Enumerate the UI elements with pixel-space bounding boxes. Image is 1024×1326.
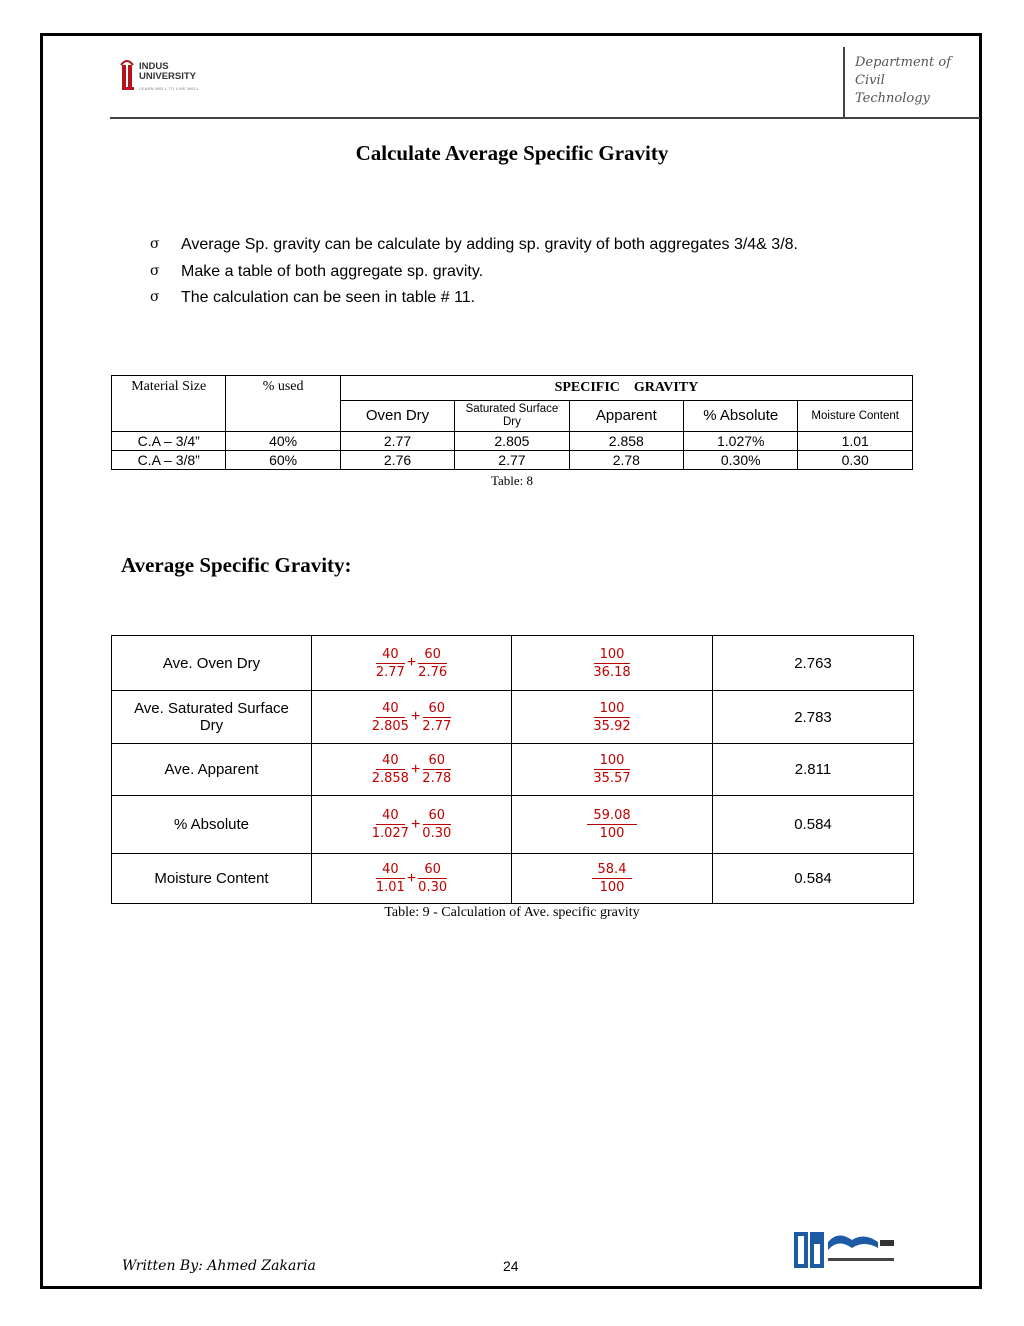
page-number: 24 (503, 1258, 519, 1274)
header-divider-vertical (843, 47, 845, 119)
result-cell: 2.811 (713, 744, 914, 796)
table-cell: 40% (226, 432, 340, 451)
plus-sign: + (406, 869, 417, 887)
ratio-cell (512, 691, 713, 744)
header-absolute: % Absolute (684, 401, 798, 432)
table-cell: 1.01 (798, 432, 913, 451)
formula-cell (312, 636, 512, 691)
table-row (112, 854, 914, 904)
average-gravity-table (111, 635, 914, 904)
bullet-icon: σ (150, 236, 160, 252)
header-material-size: Material Size (112, 376, 226, 432)
row-label: Moisture Content (112, 854, 312, 904)
bullet-list (150, 236, 798, 316)
plus-sign: + (406, 654, 417, 671)
fraction: $\frac{40}{1.027}$ (371, 808, 409, 841)
row-label: Ave. Apparent (112, 744, 312, 796)
fraction: $\frac{60}{0.30}$ (418, 862, 448, 895)
formula-cell (312, 854, 512, 904)
plus-sign: + (410, 815, 421, 833)
row-label: Ave. Saturated Surface Dry (112, 691, 312, 744)
row-label: Ave. Oven Dry (112, 636, 312, 691)
logo-wordmark: INDUS UNIVERSITY (139, 61, 197, 82)
table-cell: 0.30 (798, 451, 913, 470)
section-heading: Average Specific Gravity: (121, 553, 352, 577)
plus-sign: + (410, 760, 421, 778)
table-row (112, 691, 914, 744)
row-label: % Absolute (112, 796, 312, 854)
fraction: $\frac{58.4}{100}$ (592, 861, 633, 896)
table-caption: Table: 8 (490, 473, 534, 488)
company-logo (794, 1228, 904, 1272)
table-row (112, 796, 914, 854)
list-item (150, 236, 798, 263)
bullet-icon: σ (150, 289, 160, 305)
table-row (112, 451, 913, 470)
fraction: $\frac{60}{2.77}$ (422, 700, 452, 734)
bullet-icon: σ (150, 262, 160, 279)
table-cell: 2.78 (569, 451, 683, 470)
logo-tagline: LEARN WELL TO LIVE WELL (139, 86, 200, 91)
table-cell: 2.805 (455, 432, 569, 451)
result-cell: 2.763 (713, 636, 914, 691)
table-cell: C.A – 3/4” (112, 432, 226, 451)
list-item (150, 289, 798, 316)
ratio-cell (512, 796, 713, 854)
department-label: Department of Civil Technology (855, 55, 952, 106)
ratio-cell (512, 854, 713, 904)
table-caption: Table: 9 - Calculation of Ave. specific gravity (384, 905, 640, 920)
result-cell: 0.584 (713, 796, 914, 854)
header-moisture-content: Moisture Content (798, 401, 913, 432)
table-row (112, 432, 913, 451)
table-cell: 2.77 (455, 451, 569, 470)
result-cell: 2.783 (713, 691, 914, 744)
fraction: $\frac{100}{35.92}$ (593, 700, 631, 734)
fraction: $\frac{40}{1.01}$ (375, 862, 405, 895)
formula-cell (312, 691, 512, 744)
table-cell: 0.30% (684, 451, 798, 470)
fraction: $\frac{40}{2.858}$ (371, 753, 409, 786)
page-title: Calculate Average Specific Gravity (355, 141, 669, 165)
table-cell: 60% (226, 451, 340, 470)
bullet-text: The calculation can be seen in table # 11. (181, 289, 476, 306)
fraction: $\frac{60}{0.30}$ (422, 808, 452, 841)
ratio-cell (512, 636, 713, 691)
header-specific-gravity: SPECIFIC GRAVITY (340, 376, 912, 401)
table-row (112, 744, 914, 796)
header-oven-dry: Oven Dry (340, 401, 454, 432)
fraction: $\frac{40}{2.77}$ (375, 646, 405, 680)
header-divider (110, 117, 980, 119)
fraction: $\frac{100}{36.18}$ (593, 646, 631, 680)
table-cell: 2.858 (569, 432, 683, 451)
header-apparent: Apparent (569, 401, 683, 432)
specific-gravity-table (111, 375, 913, 470)
table-cell: 1.027% (684, 432, 798, 451)
formula-cell (312, 744, 512, 796)
fraction: $\frac{40}{2.805}$ (371, 700, 409, 734)
result-cell: 0.584 (713, 854, 914, 904)
plus-sign: + (410, 708, 421, 725)
table-cell: C.A – 3/8” (112, 451, 226, 470)
ratio-cell (512, 744, 713, 796)
bullet-text: Make a table of both aggregate sp. gravity. (181, 262, 484, 280)
formula-cell (312, 796, 512, 854)
bullet-text: Average Sp. gravity can be calculate by adding sp. gravity of both aggregates 3/4& 3/8. (181, 236, 798, 253)
fraction: $\frac{60}{2.76}$ (418, 646, 448, 680)
list-item (150, 263, 798, 290)
table-row (112, 636, 914, 691)
header-percent-used: % used (226, 376, 340, 432)
footer-author: Written By: Ahmed Zakaria (122, 1258, 316, 1274)
header-saturated-surface-dry: Saturated Surface Dry (455, 401, 569, 432)
fraction: $\frac{59.08}{100}$ (587, 807, 636, 842)
fraction: $\frac{60}{2.78}$ (422, 753, 452, 786)
table-cell: 2.77 (340, 432, 454, 451)
table-cell: 2.76 (340, 451, 454, 470)
fraction: $\frac{100}{35.57}$ (593, 753, 631, 786)
